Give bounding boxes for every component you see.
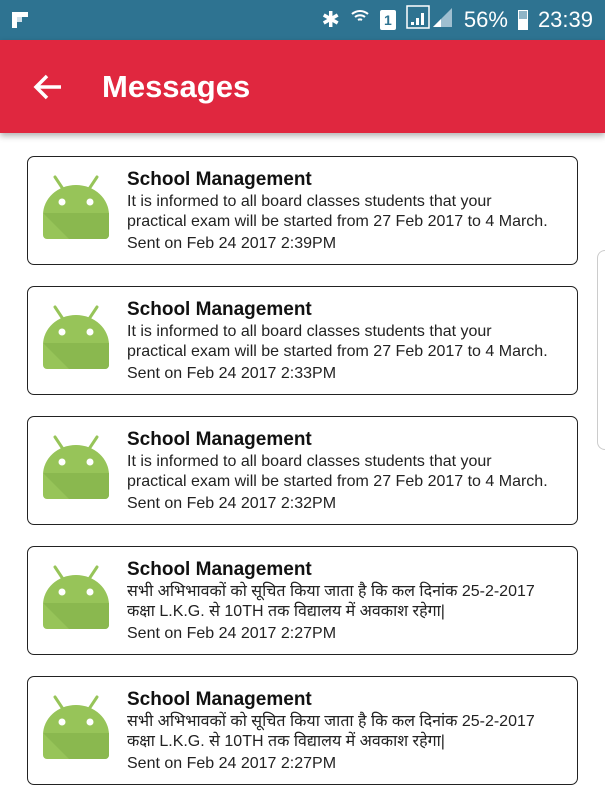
status-bar bbox=[0, 0, 605, 40]
message-line: It is informed to all board classes students that your bbox=[127, 323, 492, 340]
message-card[interactable] bbox=[27, 546, 578, 655]
message-line: practical exam will be started from 27 Feb 2017 to 4 March. bbox=[127, 473, 548, 490]
message-line: सभी अभिभावकों को सूचित किया जाता है कि कल दिनांक 25-2-2017 bbox=[127, 713, 535, 730]
message-content bbox=[127, 688, 535, 784]
message-line: practical exam will be started from 27 Feb 2017 to 4 March. bbox=[127, 343, 548, 360]
message-content bbox=[127, 558, 535, 654]
page-title: Messages bbox=[102, 68, 251, 104]
sender-name: School Management bbox=[127, 689, 312, 710]
clock: 23:39 bbox=[537, 7, 593, 32]
android-icon bbox=[43, 563, 109, 629]
message-list bbox=[27, 156, 578, 806]
sender-name: School Management bbox=[127, 169, 312, 190]
message-line: practical exam will be started from 27 Feb 2017 to 4 March. bbox=[127, 213, 548, 230]
message-content bbox=[127, 298, 548, 394]
sender-name: School Management bbox=[127, 429, 312, 450]
android-icon bbox=[43, 693, 109, 759]
battery-icon bbox=[518, 10, 528, 30]
message-card[interactable] bbox=[27, 286, 578, 395]
signal-icon bbox=[406, 5, 454, 35]
message-card[interactable] bbox=[27, 416, 578, 525]
app-bar bbox=[0, 40, 605, 133]
message-line: कक्षा L.K.G. से 10TH तक विद्यालय में अवकाश रहेगा| bbox=[127, 603, 445, 620]
wifi-icon bbox=[350, 7, 370, 33]
android-icon bbox=[43, 303, 109, 369]
message-line: कक्षा L.K.G. से 10TH तक विद्यालय में अवकाश रहेगा| bbox=[127, 733, 445, 750]
back-button[interactable] bbox=[28, 67, 68, 107]
sender-name: School Management bbox=[127, 299, 312, 320]
message-line: सभी अभिभावकों को सूचित किया जाता है कि कल दिनांक 25-2-2017 bbox=[127, 583, 535, 600]
sent-time: Sent on Feb 24 2017 2:32PM bbox=[127, 495, 337, 512]
sent-time: Sent on Feb 24 2017 2:39PM bbox=[127, 235, 337, 252]
bluetooth-icon: ✱ bbox=[321, 7, 340, 32]
sent-time: Sent on Feb 24 2017 2:27PM bbox=[127, 625, 337, 642]
arrow-left-icon bbox=[33, 74, 63, 100]
android-icon bbox=[43, 173, 109, 239]
message-line: It is informed to all board classes students that your bbox=[127, 193, 492, 210]
sent-time: Sent on Feb 24 2017 2:27PM bbox=[127, 755, 337, 772]
message-content bbox=[127, 168, 548, 264]
sent-time: Sent on Feb 24 2017 2:33PM bbox=[127, 365, 337, 382]
sender-name: School Management bbox=[127, 559, 312, 580]
message-line: It is informed to all board classes students that your bbox=[127, 453, 492, 470]
sim-icon: 1 bbox=[380, 10, 396, 30]
message-content bbox=[127, 428, 548, 524]
battery-percent: 56% bbox=[463, 7, 508, 32]
android-icon bbox=[43, 433, 109, 499]
scrollbar[interactable] bbox=[597, 250, 605, 450]
app-notification-icon bbox=[12, 12, 28, 28]
message-card[interactable] bbox=[27, 676, 578, 785]
message-card[interactable] bbox=[27, 156, 578, 265]
